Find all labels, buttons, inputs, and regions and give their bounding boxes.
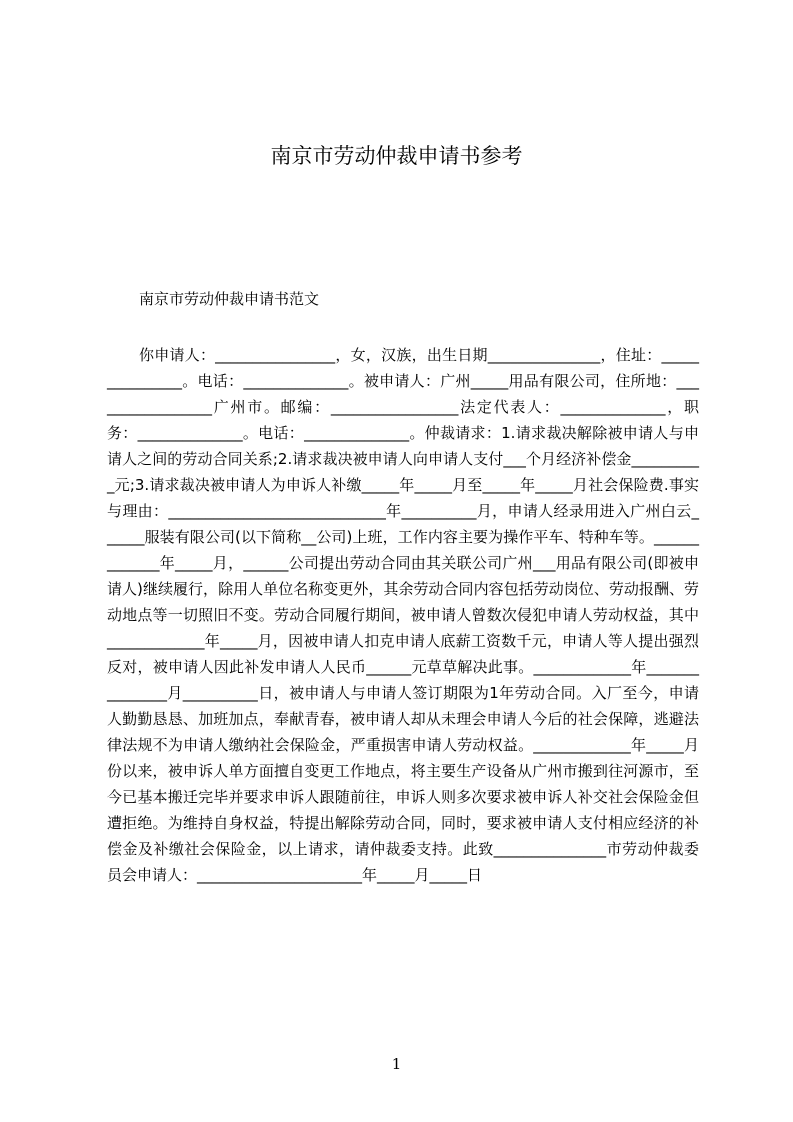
document-title: 南京市劳动仲裁申请书参考	[270, 144, 523, 168]
document-body-paragraph: 你申请人：________________，女，汉族，出生日期_______________，住址：_______________。电话：______________。被申请人：广州_____用品有限公司，住所地：_________________广州市。邮编：_________________法定代表人：______________，职务：______________。电话：______________。仲裁请求：1.请求裁决解除被申请人与申请人之间的劳动合同关系;2.请求裁决被申请人向申请人支付___个月经济补偿金__________元;3.请求裁决被申请人为申诉人补缴_____年_____月至_____年_____月社会保险费.事实与理由：_____________________________年__________月，申请人经录用进入广州白云______服装有限公司(以下简称__公司)上班，工作内容主要为操作平车、特种车等。_____________年_____月，______公司提出劳动合同由其关联公司广州___用品有限公司(即被申请人)继续履行，除用人单位名称变更外，其余劳动合同内容包括劳动岗位、劳动报酬、劳动地点等一切照旧不变。劳动合同履行期间，被申请人曾数次侵犯申请人劳动权益，其中_____________年_____月，因被申请人扣克申请人底薪工资数千元，申请人等人提出强烈反对，被申请人因此补发申请人人民币______元草草解决此事。_____________年_______________月__________日，被申请人与申请人签订期限为1年劳动合同。入厂至今，申请人勤勤恳恳、加班加点，奉献青春，被申请人却从未理会申请人今后的社会保障，逃避法律法规不为申请人缴纳社会保险金，严重损害申请人劳动权益。_____________年_____月份以来，被申诉人单方面擅自变更工作地点，将主要生产设备从广州市搬到往河源市，至今已基本搬迁完毕并要求申诉人跟随前往，申诉人则多次要求被申诉人补交社会保险金但遭拒绝。为维持自身权益，特提出解除劳动合同，同时，要求被申请人支付相应经济的补偿金及补缴社会保险金，以上请求，请仲裁委支持。此致_______________市劳动仲裁委员会申请人：______________________年_____月_____日	[107, 346, 699, 884]
document-subtitle: 南京市劳动仲裁申请书范文	[139, 290, 320, 308]
page-number: 1	[391, 1055, 402, 1073]
